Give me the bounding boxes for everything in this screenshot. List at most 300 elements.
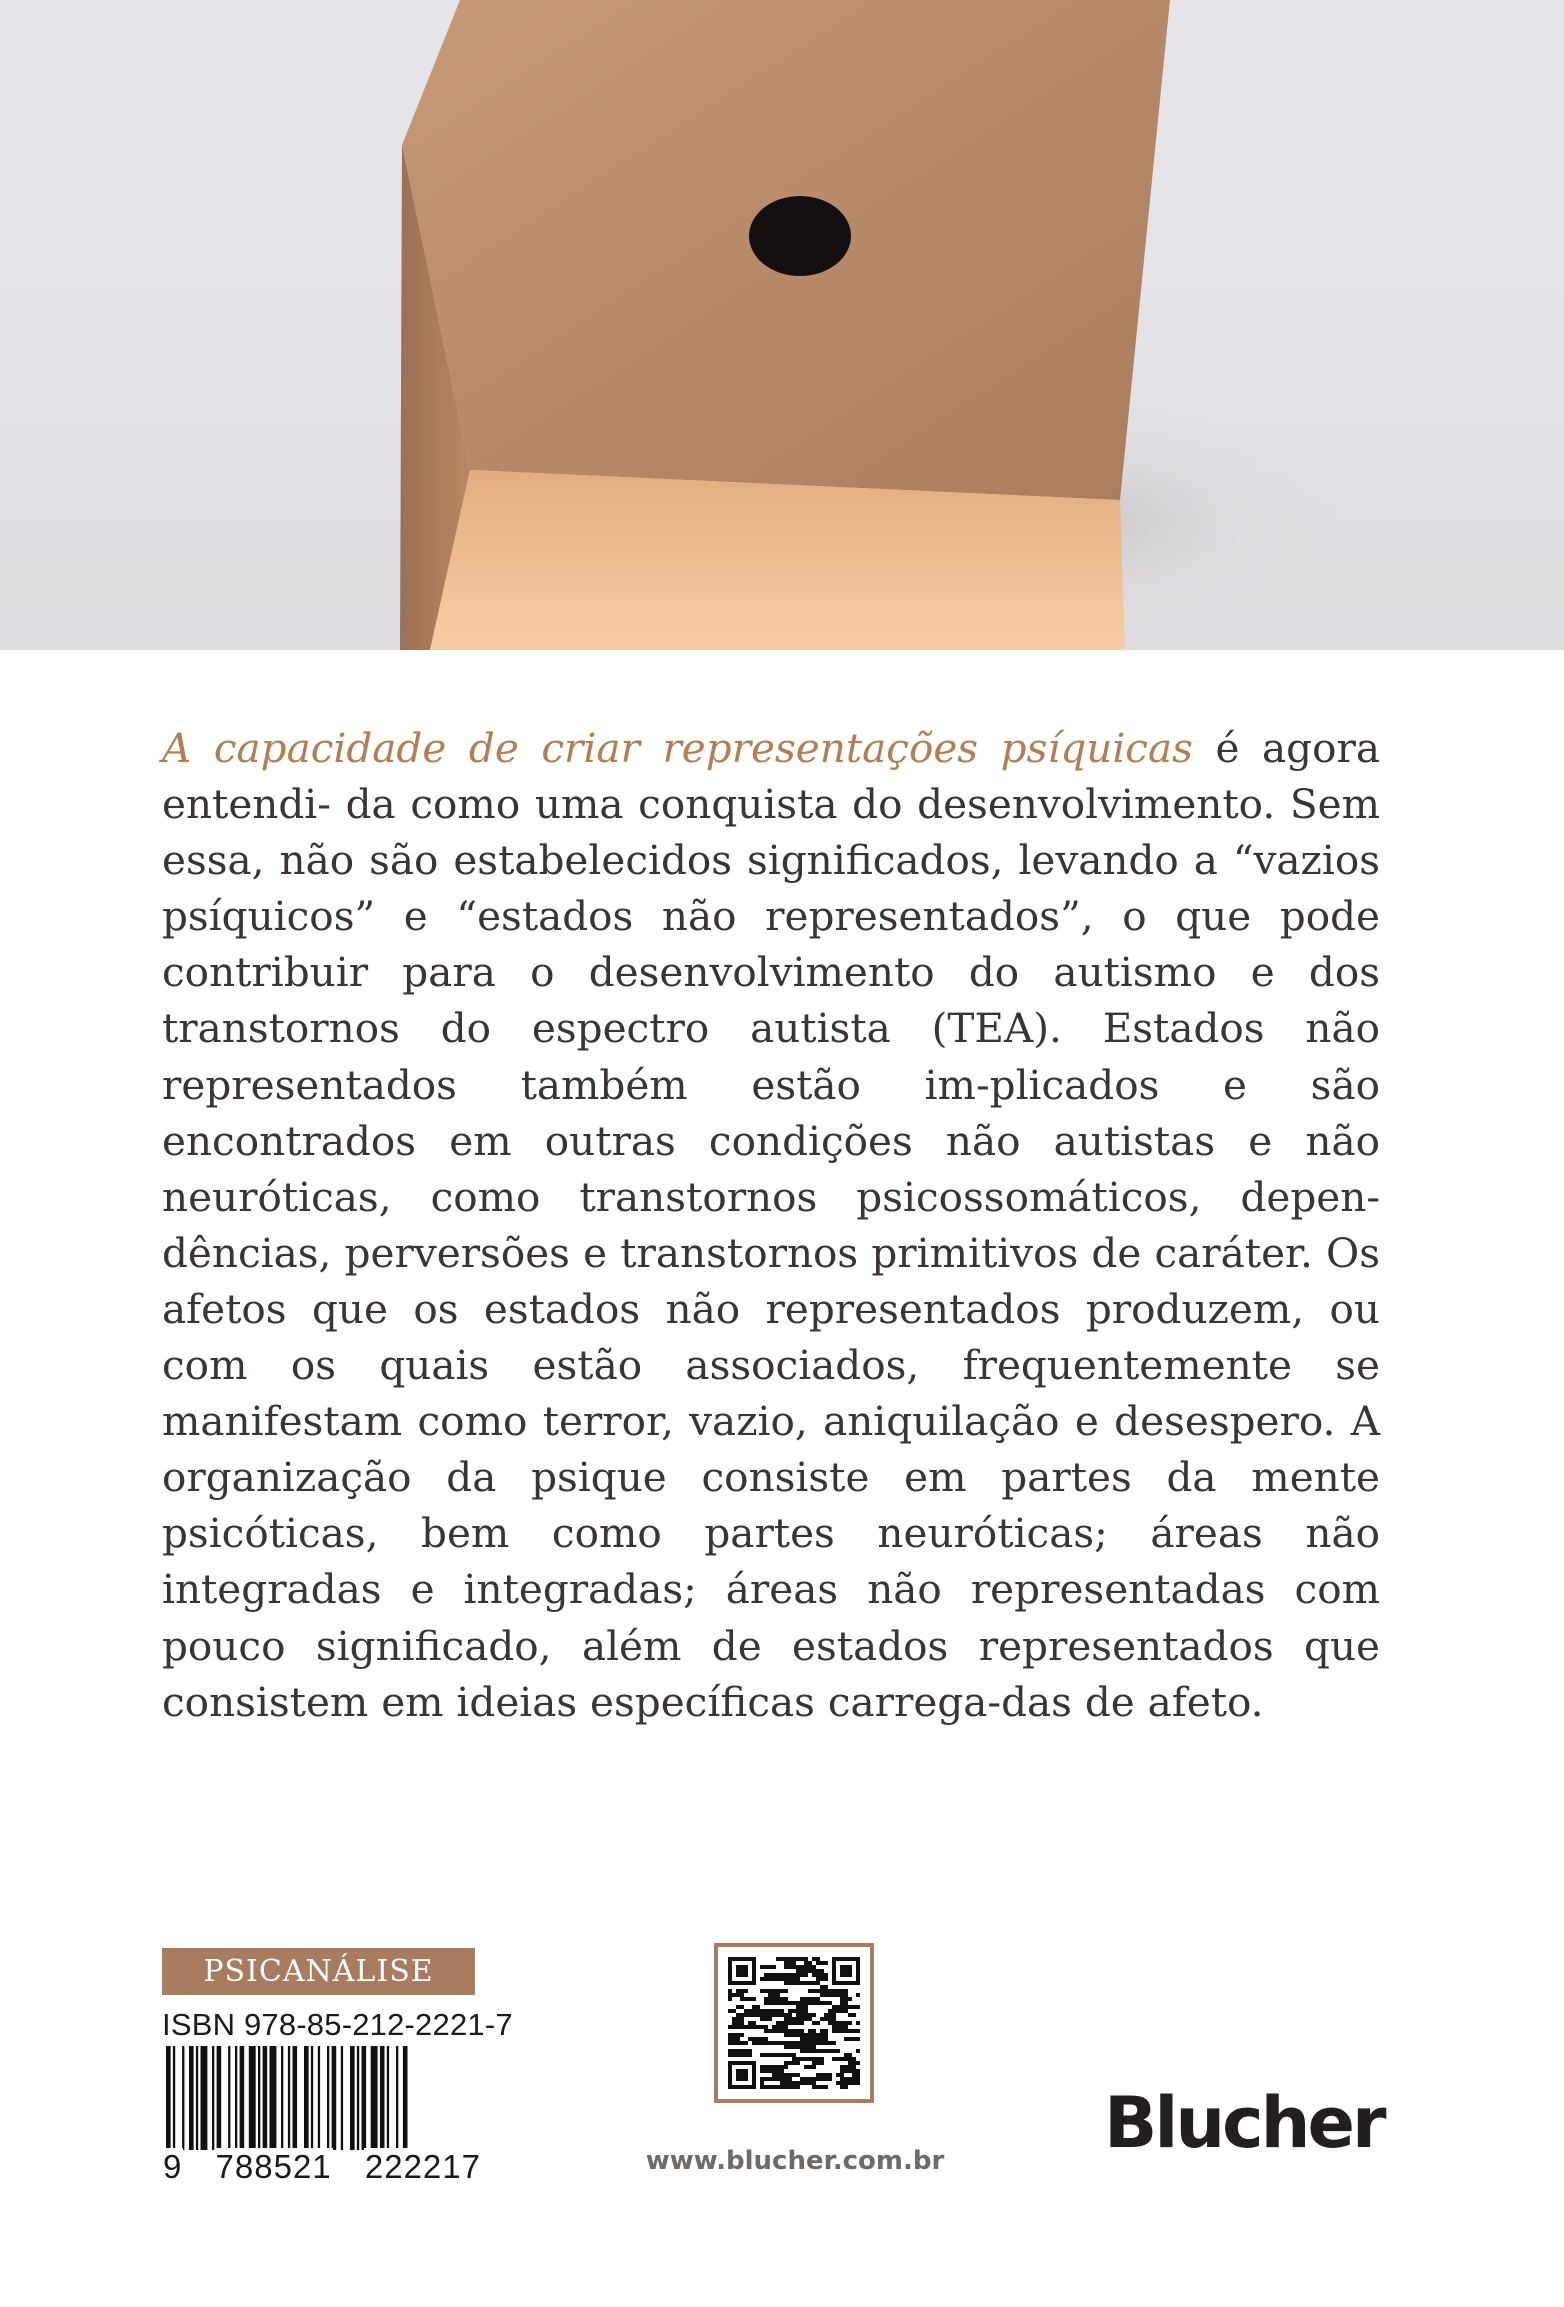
barcode-bar [332, 2046, 337, 2150]
qr-module [840, 2073, 844, 2077]
qr-module [736, 2017, 740, 2021]
qr-module [776, 2025, 780, 2029]
qr-module [740, 2053, 744, 2057]
barcode-bar [258, 2046, 260, 2150]
qr-module [840, 2085, 844, 2089]
qr-module [772, 1997, 776, 2001]
qr-module [788, 2041, 792, 2045]
qr-module [748, 2037, 752, 2041]
qr-module [760, 2009, 764, 2013]
qr-module [820, 2061, 824, 2065]
qr-module [812, 2041, 816, 2045]
qr-module [828, 2073, 832, 2077]
qr-module [732, 2037, 736, 2041]
qr-module [764, 1973, 768, 1977]
qr-module [784, 2021, 788, 2025]
qr-module [848, 2077, 852, 2081]
qr-module [844, 2029, 848, 2033]
qr-module [788, 2077, 792, 2081]
qr-module [796, 2045, 800, 2049]
blurb-line: são estabelecidos significados, levando a “vazios psíquicos” [162, 836, 1381, 941]
qr-module [832, 2057, 836, 2061]
qr-module [832, 1989, 836, 1993]
qr-module [820, 1961, 824, 1965]
barcode-digits [162, 2148, 482, 2186]
qr-module [808, 2077, 812, 2081]
qr-module [752, 2061, 756, 2089]
qr-module [788, 2061, 792, 2065]
qr-module [812, 1965, 816, 1969]
qr-module [808, 2033, 812, 2037]
qr-module [836, 2049, 840, 2053]
qr-module [784, 2081, 788, 2085]
qr-module [808, 2081, 812, 2085]
qr-module [752, 2025, 756, 2029]
qr-module [840, 2005, 844, 2009]
qr-module [764, 2029, 768, 2033]
qr-module [764, 2025, 768, 2029]
qr-module [780, 2065, 784, 2069]
qr-module [792, 1965, 796, 1969]
qr-module [852, 2057, 856, 2061]
qr-module [740, 2013, 744, 2017]
qr-module [856, 2049, 860, 2053]
qr-module [848, 2053, 852, 2057]
qr-module [736, 2033, 740, 2037]
qr-module [784, 2077, 788, 2081]
qr-module [812, 1997, 816, 2001]
qr-module [752, 2013, 756, 2017]
back-cover-blurb [162, 720, 1380, 1730]
qr-module [800, 1997, 804, 2001]
qr-module [728, 2037, 732, 2041]
qr-module [812, 2061, 816, 2065]
qr-module [820, 1973, 824, 1977]
qr-module [784, 1981, 788, 1985]
qr-module [776, 2009, 780, 2013]
qr-module [844, 2037, 848, 2041]
blurb-line: não representadas com pouco significado, além de estados [162, 1565, 1380, 1670]
qr-module [760, 2081, 764, 2085]
qr-module [832, 2013, 836, 2017]
qr-module [816, 1961, 820, 1965]
qr-module [800, 2033, 804, 2037]
qr-module [748, 2021, 752, 2025]
qr-module [748, 2009, 752, 2013]
qr-module [732, 2009, 736, 2013]
qr-module [764, 1997, 768, 2001]
qr-module [856, 2005, 860, 2009]
qr-module [728, 2009, 732, 2013]
qr-module [844, 2021, 848, 2025]
qr-module [848, 2013, 852, 2017]
qr-module [736, 2013, 740, 2017]
qr-module [788, 1961, 792, 1965]
barcode-bar [396, 2046, 398, 2150]
qr-module [776, 2069, 780, 2073]
qr-module [792, 2033, 796, 2037]
qr-module [808, 2057, 812, 2061]
qr-module [836, 2029, 840, 2033]
qr-module [784, 1989, 788, 1993]
qr-module [792, 2017, 796, 2021]
qr-module [732, 1993, 736, 1997]
qr-module [772, 1965, 776, 1969]
qr-module [848, 2081, 852, 2085]
qr-module [816, 2085, 820, 2089]
isbn-label: ISBN 978-85-212-2221-7 [162, 2007, 513, 2042]
qr-module [748, 2053, 752, 2057]
qr-module [732, 2049, 736, 2053]
qr-module [768, 2065, 772, 2069]
qr-module [840, 2029, 844, 2033]
qr-module [816, 2049, 820, 2053]
qr-module [852, 2077, 856, 2081]
qr-module [800, 2057, 804, 2061]
qr-module [804, 2041, 808, 2045]
qr-module [844, 2053, 848, 2057]
qr-module [792, 2029, 796, 2033]
qr-module [772, 1993, 776, 1997]
qr-module [820, 2049, 824, 2053]
copper-box-illustration [0, 0, 1564, 650]
qr-module [800, 2081, 804, 2085]
qr-module [828, 2049, 832, 2053]
qr-module [832, 2009, 836, 2013]
qr-module [796, 2085, 800, 2089]
qr-module [792, 2085, 796, 2089]
qr-module [832, 1957, 860, 1961]
qr-module [732, 2025, 736, 2029]
qr-module [768, 2013, 772, 2017]
qr-module [804, 2009, 808, 2013]
qr-module [772, 1973, 776, 1977]
qr-module [764, 2053, 768, 2057]
qr-module [804, 2057, 808, 2061]
qr-module [800, 2001, 804, 2005]
box-hole [749, 196, 851, 276]
barcode-bar [293, 2046, 298, 2150]
qr-module [804, 1997, 808, 2001]
blurb-line: dências, perversões e transtornos primitivos de caráter. Os [162, 1228, 1380, 1277]
qr-module [768, 2053, 772, 2057]
qr-module [776, 1997, 780, 2001]
qr-module [776, 2001, 780, 2005]
qr-module [784, 2041, 788, 2045]
qr-module [792, 2009, 796, 2013]
qr-module [816, 1973, 820, 1977]
qr-module [788, 2021, 792, 2025]
qr-module [816, 2077, 820, 2081]
qr-module [780, 2013, 784, 2017]
qr-module [740, 2041, 744, 2045]
qr-module [808, 1981, 812, 1985]
qr-module [840, 2009, 844, 2013]
qr-module [780, 1997, 784, 2001]
qr-module [812, 2081, 816, 2085]
qr-module [796, 1965, 800, 1969]
qr-module [780, 2073, 784, 2077]
barcode-bar [228, 2046, 230, 2150]
qr-module [820, 2077, 824, 2081]
qr-module [756, 2009, 760, 2013]
qr-module [804, 2037, 808, 2041]
qr-module [820, 2085, 824, 2089]
qr-module [728, 2041, 732, 2045]
qr-module [764, 2065, 768, 2069]
qr-module [828, 2009, 832, 2013]
qr-module [740, 2033, 744, 2037]
qr-module [844, 1997, 848, 2001]
blurb-line: afetos que os estados não representados produzem, ou com [162, 1284, 1380, 1390]
qr-module [804, 2077, 808, 2081]
qr-module [840, 1965, 852, 1977]
qr-module [796, 2021, 800, 2025]
qr-module [800, 1965, 804, 1969]
qr-module [848, 2065, 852, 2069]
qr-module [736, 2069, 748, 2081]
qr-module [844, 2081, 848, 2085]
qr-module [740, 1993, 744, 1997]
qr-module [836, 2021, 840, 2025]
qr-module [844, 2001, 848, 2005]
qr-module [736, 2025, 740, 2029]
qr-module [744, 2041, 748, 2045]
qr-module [824, 1989, 828, 1993]
qr-module [796, 1977, 800, 1981]
qr-module [816, 1989, 820, 1993]
qr-module [796, 2013, 800, 2017]
qr-module [808, 2065, 812, 2069]
qr-module [768, 1973, 772, 1977]
qr-module [824, 1985, 828, 1989]
qr-module [840, 2065, 844, 2069]
qr-module [804, 1981, 808, 1985]
qr-module [804, 1961, 808, 1965]
qr-module [812, 2037, 816, 2041]
qr-module [804, 2081, 808, 2085]
qr-module [824, 2037, 828, 2041]
qr-module [808, 1969, 812, 1973]
qr-module [744, 2009, 748, 2013]
qr-module [832, 1993, 836, 1997]
qr-module [788, 2085, 792, 2089]
blurb-lead: A capacidade de criar representações psíquicas [162, 724, 1193, 772]
qr-module [752, 1997, 756, 2001]
qr-module [780, 2041, 784, 2045]
qr-module [748, 2013, 752, 2017]
qr-module [828, 2001, 832, 2005]
qr-module [848, 2069, 852, 2073]
qr-module [856, 1957, 860, 1985]
qr-module [764, 2001, 768, 2005]
qr-code[interactable] [714, 1943, 874, 2103]
blurb-line: é agora entendi- [162, 724, 1380, 829]
qr-module [800, 2017, 804, 2021]
qr-module [816, 1969, 820, 1973]
qr-module [836, 2009, 840, 2013]
qr-module [760, 2041, 764, 2045]
qr-module [820, 2017, 824, 2021]
qr-module [800, 2041, 804, 2045]
qr-module [760, 2053, 764, 2057]
qr-module [772, 2085, 776, 2089]
qr-module [788, 2033, 792, 2037]
barcode-bar [196, 2046, 198, 2150]
qr-module [792, 2045, 796, 2049]
qr-module [788, 2013, 792, 2017]
qr-module [780, 2077, 784, 2081]
qr-module [780, 2021, 784, 2025]
qr-module [768, 1989, 772, 1993]
qr-module [784, 2053, 788, 2057]
qr-module [728, 1989, 732, 1993]
qr-module [832, 2021, 836, 2025]
qr-module [796, 1957, 800, 1961]
qr-module [736, 2021, 740, 2025]
blurb-line: da psique consiste em partes da mente psicóticas, bem como [162, 1453, 1380, 1558]
qr-module [816, 2061, 820, 2065]
qr-module [844, 2085, 848, 2089]
qr-module [820, 2033, 824, 2037]
qr-module [768, 2029, 772, 2033]
barcode-bar [371, 2046, 378, 2150]
qr-module [784, 2001, 788, 2005]
qr-module [816, 2073, 820, 2077]
qr-module [776, 2053, 780, 2057]
qr-module [796, 2033, 800, 2037]
qr-module [768, 2009, 772, 2013]
qr-module [800, 2037, 804, 2041]
qr-module [828, 2041, 832, 2045]
qr-module [832, 2005, 836, 2009]
barcode-bar [304, 2046, 309, 2150]
qr-module [852, 2013, 856, 2017]
qr-module [792, 1973, 796, 1977]
qr-module [800, 1973, 804, 1977]
qr-module [824, 2073, 828, 2077]
qr-module [776, 2029, 780, 2033]
blurb-line: representados que consistem em ideias específicas carrega- [162, 1621, 1381, 1726]
qr-module [800, 2029, 804, 2033]
qr-module [780, 1957, 784, 1961]
qr-module [816, 2033, 820, 2037]
qr-module [840, 2021, 844, 2025]
qr-module [780, 2069, 784, 2073]
qr-module [856, 2077, 860, 2081]
qr-module [788, 1973, 792, 1977]
qr-module [776, 1957, 780, 1961]
barcode-bar [182, 2046, 184, 2150]
qr-module [768, 1997, 772, 2001]
publisher-url[interactable]: www.blucher.com.br [645, 2146, 945, 2176]
qr-module [840, 2069, 844, 2073]
blurb-line: partes neuróticas; áreas não integradas e integradas; áreas [162, 1509, 1380, 1614]
qr-module [788, 1965, 792, 1969]
qr-module [792, 2081, 796, 2085]
qr-module [840, 1989, 844, 1993]
qr-module [816, 1957, 820, 1961]
qr-module [844, 2005, 848, 2009]
qr-module [792, 2021, 796, 2025]
qr-module [848, 2037, 852, 2041]
qr-module [840, 2057, 844, 2061]
barcode-bar [318, 2046, 320, 2150]
qr-module [784, 2085, 788, 2089]
qr-module [768, 2085, 772, 2089]
qr-module [796, 2073, 800, 2077]
blurb-line: autista (TEA). Estados não representados também estão im- [162, 1004, 1381, 1109]
qr-module [776, 2021, 780, 2025]
blurb-line: e “estados não representados”, o que pode contribuir para o [162, 892, 1380, 997]
qr-module [812, 2045, 816, 2049]
qr-module [740, 1997, 744, 2001]
qr-module [760, 2077, 764, 2081]
barcode-bar [189, 2046, 194, 2150]
qr-module [820, 2029, 824, 2033]
qr-module [844, 2065, 848, 2069]
qr-module [832, 1981, 860, 1985]
qr-module [796, 2009, 800, 2013]
qr-module [804, 2049, 808, 2053]
qr-module [776, 1977, 780, 1981]
qr-module [780, 1973, 784, 1977]
qr-module [772, 2009, 776, 2013]
qr-module [828, 2021, 832, 2025]
qr-module [744, 1989, 748, 1993]
qr-module [784, 2061, 788, 2065]
qr-module [788, 2001, 792, 2005]
qr-module [840, 2077, 844, 2081]
qr-module [732, 2053, 736, 2057]
qr-module [812, 2001, 816, 2005]
publisher-logo: Blucher [1104, 2082, 1384, 2164]
qr-module [784, 2033, 788, 2037]
qr-module [792, 2057, 796, 2061]
qr-module [824, 1977, 828, 1981]
qr-module [800, 2005, 804, 2009]
qr-module [816, 2001, 820, 2005]
qr-module [784, 1957, 788, 1961]
qr-module [772, 2029, 776, 2033]
qr-module [812, 2085, 816, 2089]
qr-module [792, 2073, 796, 2077]
qr-module [816, 2021, 820, 2025]
qr-module [788, 1977, 792, 1981]
qr-module [732, 2033, 736, 2037]
qr-module [756, 2013, 760, 2017]
qr-module [772, 2077, 776, 2081]
qr-module [832, 2025, 836, 2029]
qr-module [728, 1957, 756, 1961]
qr-module [820, 1993, 824, 1997]
qr-module [732, 2021, 736, 2025]
qr-module [800, 2021, 804, 2025]
barcode-bar [387, 2046, 389, 2150]
qr-module [784, 1977, 788, 1981]
qr-module [780, 2081, 784, 2085]
barcode-bar [362, 2046, 367, 2150]
qr-module [804, 1969, 808, 1973]
qr-module [848, 2061, 852, 2065]
qr-module [820, 2073, 824, 2077]
qr-module [776, 2065, 780, 2069]
qr-module [808, 2037, 812, 2041]
barcode-bar [380, 2046, 385, 2150]
qr-module [792, 2061, 796, 2065]
qr-module [824, 2085, 828, 2089]
blurb-line: desenvolvimento do autismo e dos transtornos do espectro [162, 948, 1380, 1053]
